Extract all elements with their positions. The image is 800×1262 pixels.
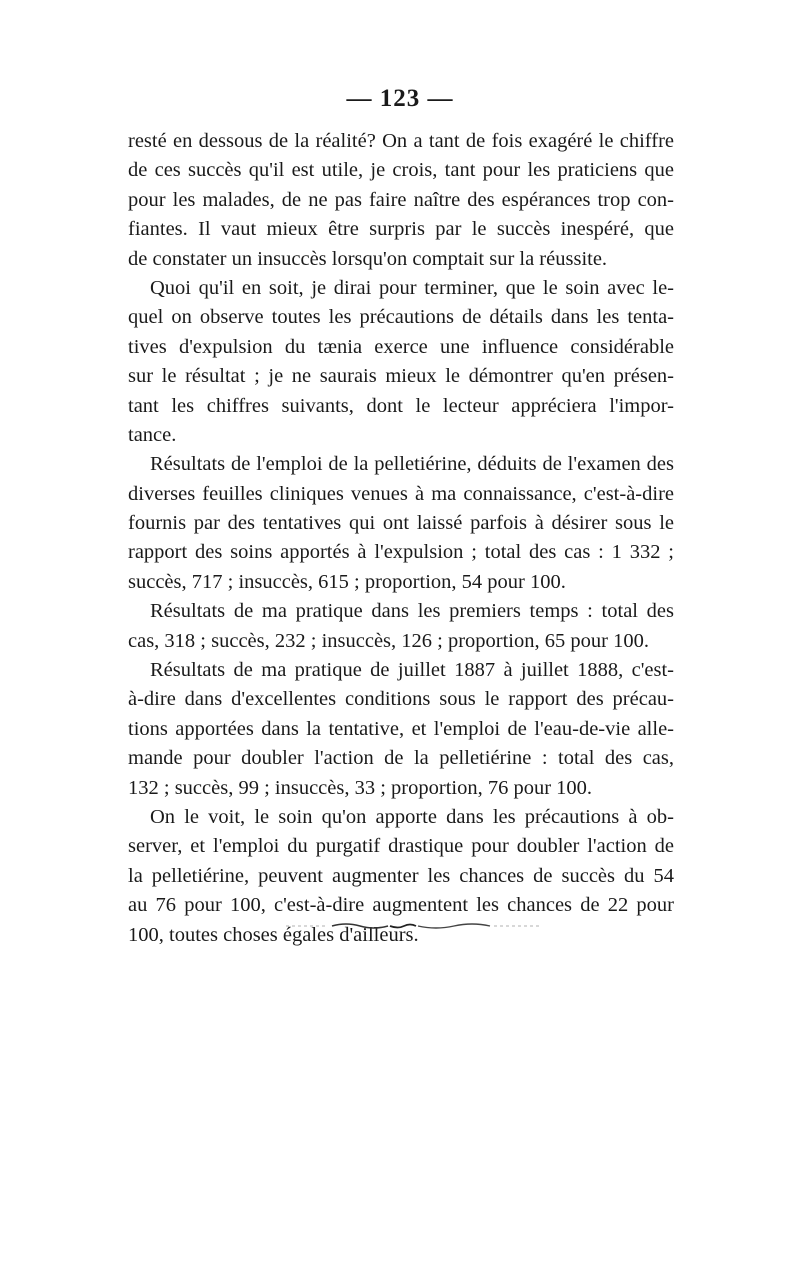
paragraph-first-line: Résultats de l'emploi de la pelletiérine, déduits de l'examen des: [150, 453, 674, 476]
text-line: 132 ; succès, 99 ; insuccès, 33 ; proportion, 76 pour 100.: [128, 776, 593, 799]
paragraph-first-line: Résultats de ma pratique de juillet 1887 à juillet 1888, c'est-: [150, 659, 674, 682]
text-line: fiantes. Il vaut mieux être surpris par le succès inespéré, que: [128, 218, 674, 241]
page-number: — 123 —: [346, 85, 454, 112]
text-line: resté en dessous de la réalité? On a tant de fois exagéré le chiffre: [128, 130, 674, 152]
text-line: sur le résultat ; je ne saurais mieux le démontrer qu'en présen-: [128, 365, 674, 388]
text-line: pour les malades, de ne pas faire naître des espérances trop con-: [128, 188, 674, 211]
paragraph-first-line: Quoi qu'il en soit, je dirai pour terminer, que le soin avec le-: [150, 276, 674, 299]
text-line: succès, 717 ; insuccès, 615 ; proportion, 54 pour 100.: [128, 570, 566, 593]
text-line: tant les chiffres suivants, dont le lecteur appréciera l'impor-: [128, 394, 674, 417]
body-text: [128, 127, 674, 950]
paragraph-first-line: Résultats de ma pratique dans les premiers temps : total des: [150, 600, 674, 623]
end-ornament-rule: [286, 920, 542, 932]
text-line: 100, toutes choses égales d'ailleurs.: [128, 923, 419, 946]
text-line: à-dire dans d'excellentes conditions sous le rapport des précau-: [128, 688, 674, 711]
text-line: la pelletiérine, peuvent augmenter les chances de succès du 54: [128, 864, 674, 887]
text-line: mande pour doubler l'action de la pelletiérine : total des cas,: [128, 747, 674, 770]
text-line: fournis par des tentatives qui ont laissé parfois à désirer sous le: [128, 512, 674, 535]
text-line: tance.: [128, 423, 177, 446]
text-line: quel on observe toutes les précautions de détails dans les tenta-: [128, 306, 674, 329]
text-line: rapport des soins apportés à l'expulsion ; total des cas : 1 332 ;: [128, 541, 674, 564]
text-line: server, et l'emploi du purgatif drastique pour doubler l'action de: [128, 835, 674, 858]
text-line: tions apportées dans la tentative, et l'emploi de l'eau-de-vie alle-: [128, 717, 674, 740]
paragraph-first-line: On le voit, le soin qu'on apporte dans les précautions à ob-: [150, 805, 674, 828]
text-line: tives d'expulsion du tænia exerce une influence considérable: [128, 335, 674, 358]
text-line: au 76 pour 100, c'est-à-dire augmentent les chances de 22 pour: [128, 894, 674, 917]
text-line: de ces succès qu'il est utile, je crois, tant pour les praticiens que: [128, 159, 674, 182]
text-line: cas, 318 ; succès, 232 ; insuccès, 126 ; proportion, 65 pour 100.: [128, 629, 649, 652]
text-line: diverses feuilles cliniques venues à ma connaissance, c'est-à-dire: [128, 482, 674, 505]
text-line: de constater un insuccès lorsqu'on comptait sur la réussite.: [128, 247, 608, 270]
